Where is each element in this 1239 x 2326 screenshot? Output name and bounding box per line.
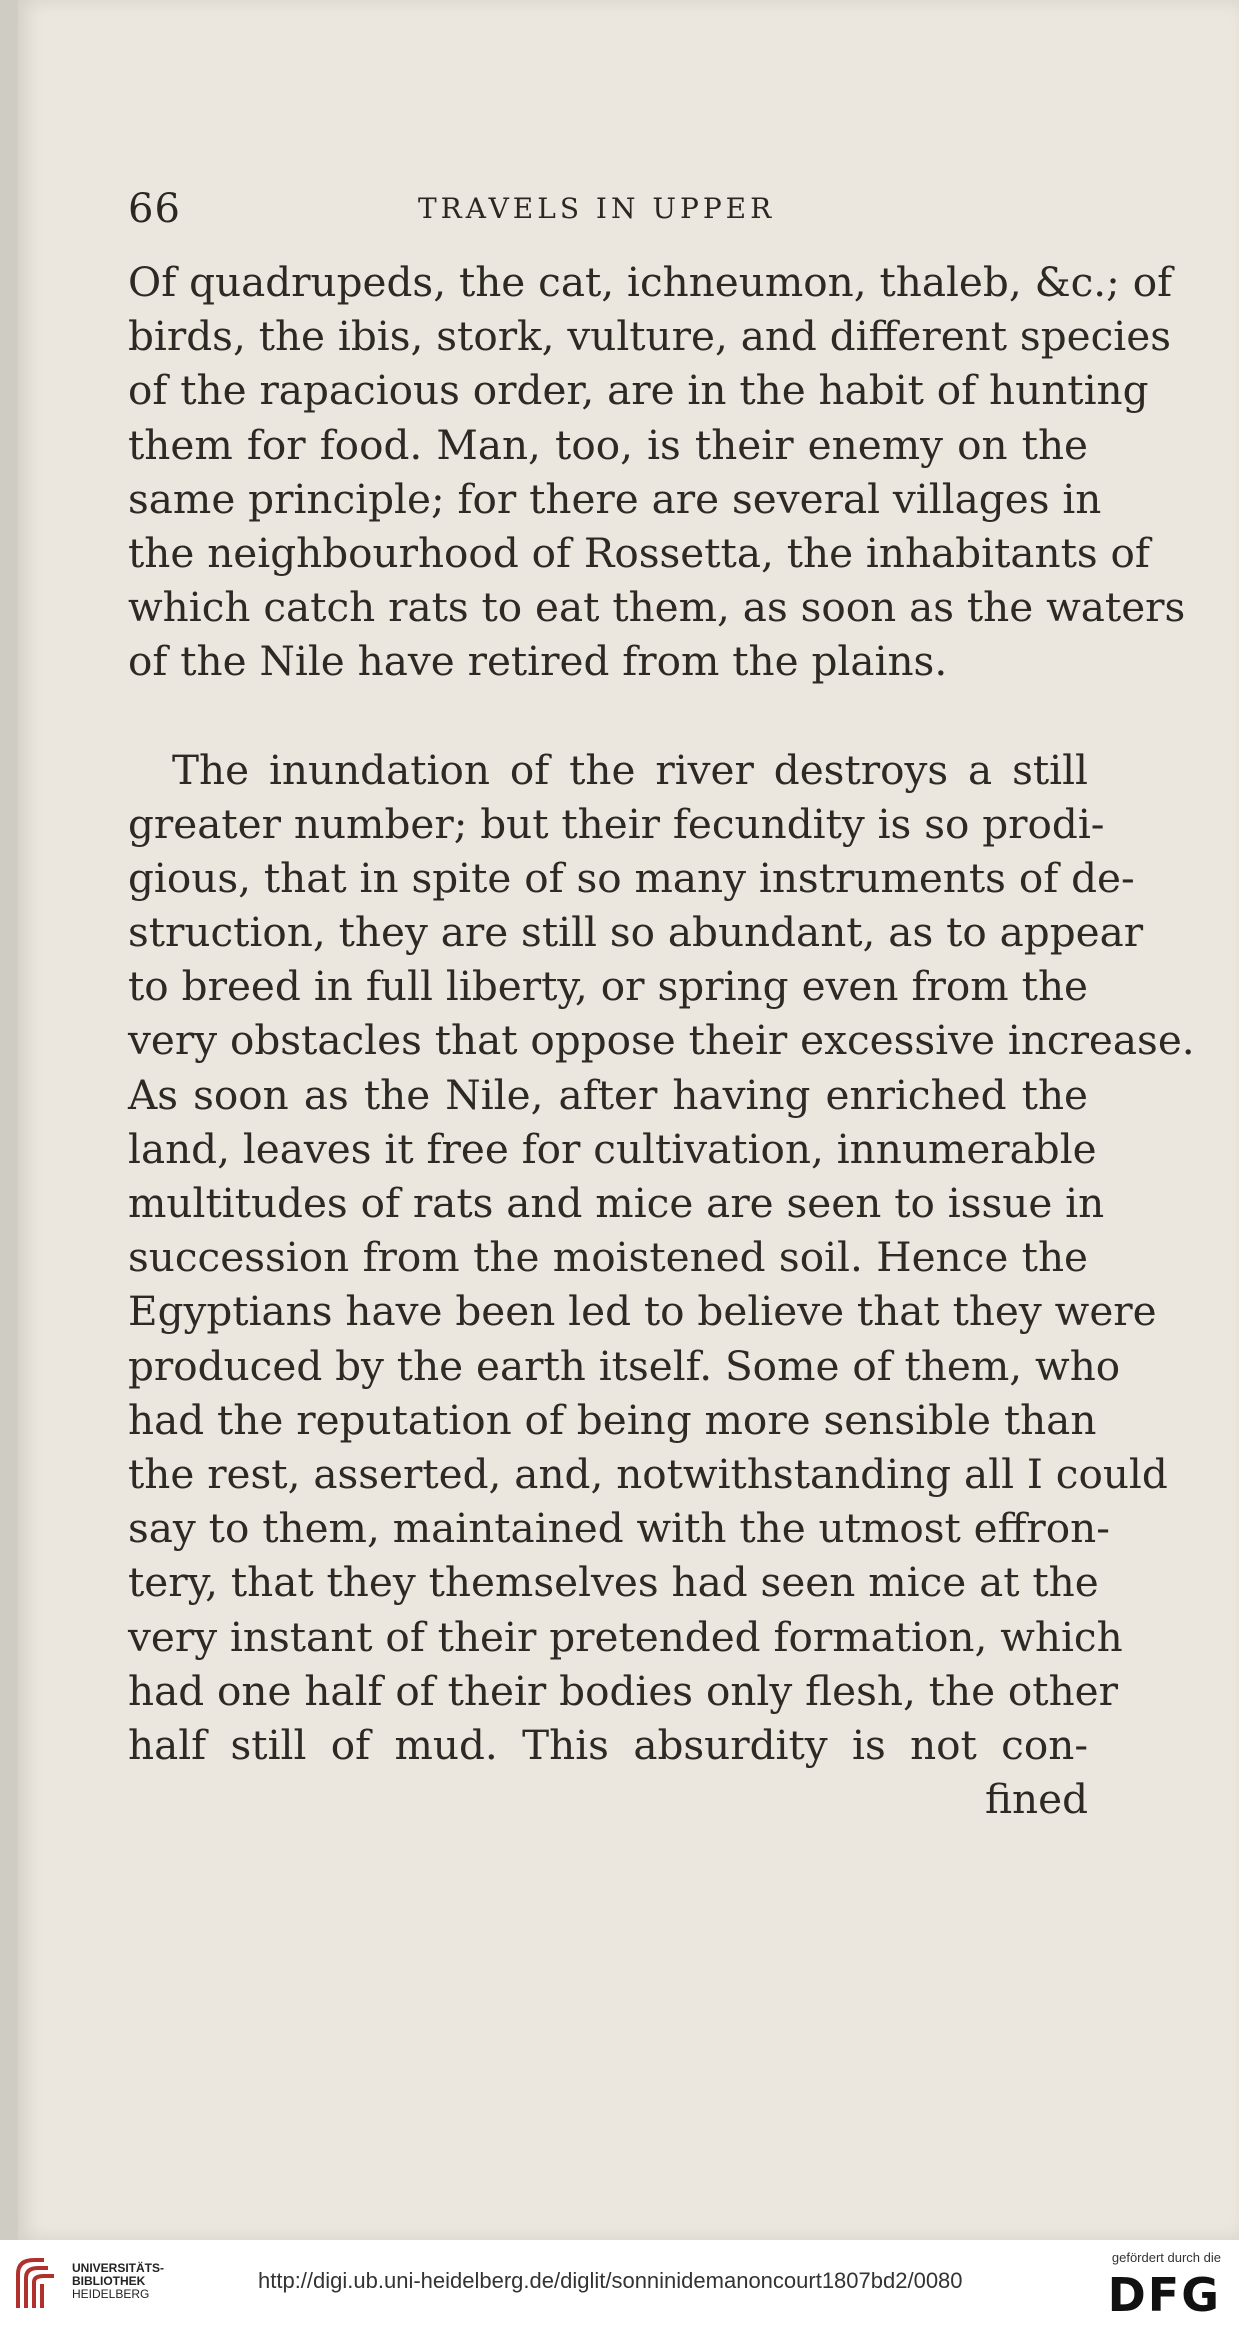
university-library-logo-icon	[14, 2254, 60, 2312]
text-line: the rest, asserted, and, notwithstanding all I could	[128, 1449, 1168, 1498]
text-line: them for food. Man, too, is their enemy on the	[128, 420, 1088, 469]
text-line: land, leaves it free for cultivation, innumerable	[128, 1124, 1097, 1173]
text-line: produced by the earth itself. Some of them, who	[128, 1341, 1121, 1390]
text-line: tery, that they themselves had seen mice at the	[128, 1558, 1099, 1607]
text-line: half still of mud. This absurdity is not con-	[128, 1720, 1088, 1769]
permalink-url[interactable]: http://digi.ub.uni-heidelberg.de/diglit/sonninidemanoncourt1807bd2/0080	[258, 2268, 963, 2293]
text-line: which catch rats to eat them, as soon as the waters	[128, 583, 1186, 632]
text-line: to breed in full liberty, or spring even from the	[128, 962, 1088, 1011]
library-name-line: HEIDELBERG	[72, 2287, 150, 2301]
text-line: say to them, maintained with the utmost effron-	[128, 1504, 1110, 1553]
text-line: of the rapacious order, are in the habit of hunting	[128, 366, 1149, 415]
text-line: had one half of their bodies only flesh, the other	[128, 1666, 1118, 1715]
text-line: As soon as the Nile, after having enriched the	[128, 1070, 1088, 1119]
text-line: same principle; for there are several villages in	[128, 474, 1102, 523]
text-line: of the Nile have retired from the plains.	[128, 637, 948, 686]
footer-bar	[0, 2240, 1239, 2326]
text-line: multitudes of rats and mice are seen to issue in	[128, 1179, 1105, 1227]
text-line: Egyptians have been led to believe that they were	[128, 1287, 1157, 1336]
running-head: TRAVELS IN UPPER	[418, 192, 776, 225]
paragraph-gap	[128, 689, 1088, 743]
library-name-line: UNIVERSITÄTS-	[72, 2261, 165, 2275]
dfg-logo: DFG	[1107, 2268, 1221, 2322]
text-line: succession from the moistened soil. Hence the	[128, 1233, 1088, 1282]
body-text	[128, 255, 1195, 1826]
text-line: struction, they are still so abundant, as to appear	[128, 908, 1144, 957]
text-line: gious, that in spite of so many instruments of de-	[128, 853, 1135, 902]
funded-by-label: gefördert durch die	[1111, 2250, 1221, 2265]
library-name	[72, 2262, 164, 2301]
page-header	[128, 186, 1088, 236]
paragraph-1	[128, 255, 1186, 689]
text-line: had the reputation of being more sensible than	[128, 1395, 1097, 1444]
text-line: Of quadrupeds, the cat, ichneumon, thaleb, &c.; of	[128, 258, 1173, 306]
text-line: birds, the ibis, stork, vulture, and different species	[128, 312, 1171, 361]
page-number: 66	[128, 186, 181, 232]
text-line: very obstacles that oppose their excessive increase.	[128, 1016, 1195, 1065]
paragraph-2	[128, 743, 1195, 1773]
text-line: The inundation of the river destroys a still	[172, 745, 1088, 794]
text-line: the neighbourhood of Rossetta, the inhabitants of	[128, 528, 1150, 577]
text-line: greater number; but their fecundity is so prodi-	[128, 799, 1105, 848]
text-line: very instant of their pretended formation, which	[128, 1612, 1123, 1661]
catchword: fined	[985, 1775, 1088, 1824]
library-name-line: BIBLIOTHEK	[72, 2274, 146, 2288]
